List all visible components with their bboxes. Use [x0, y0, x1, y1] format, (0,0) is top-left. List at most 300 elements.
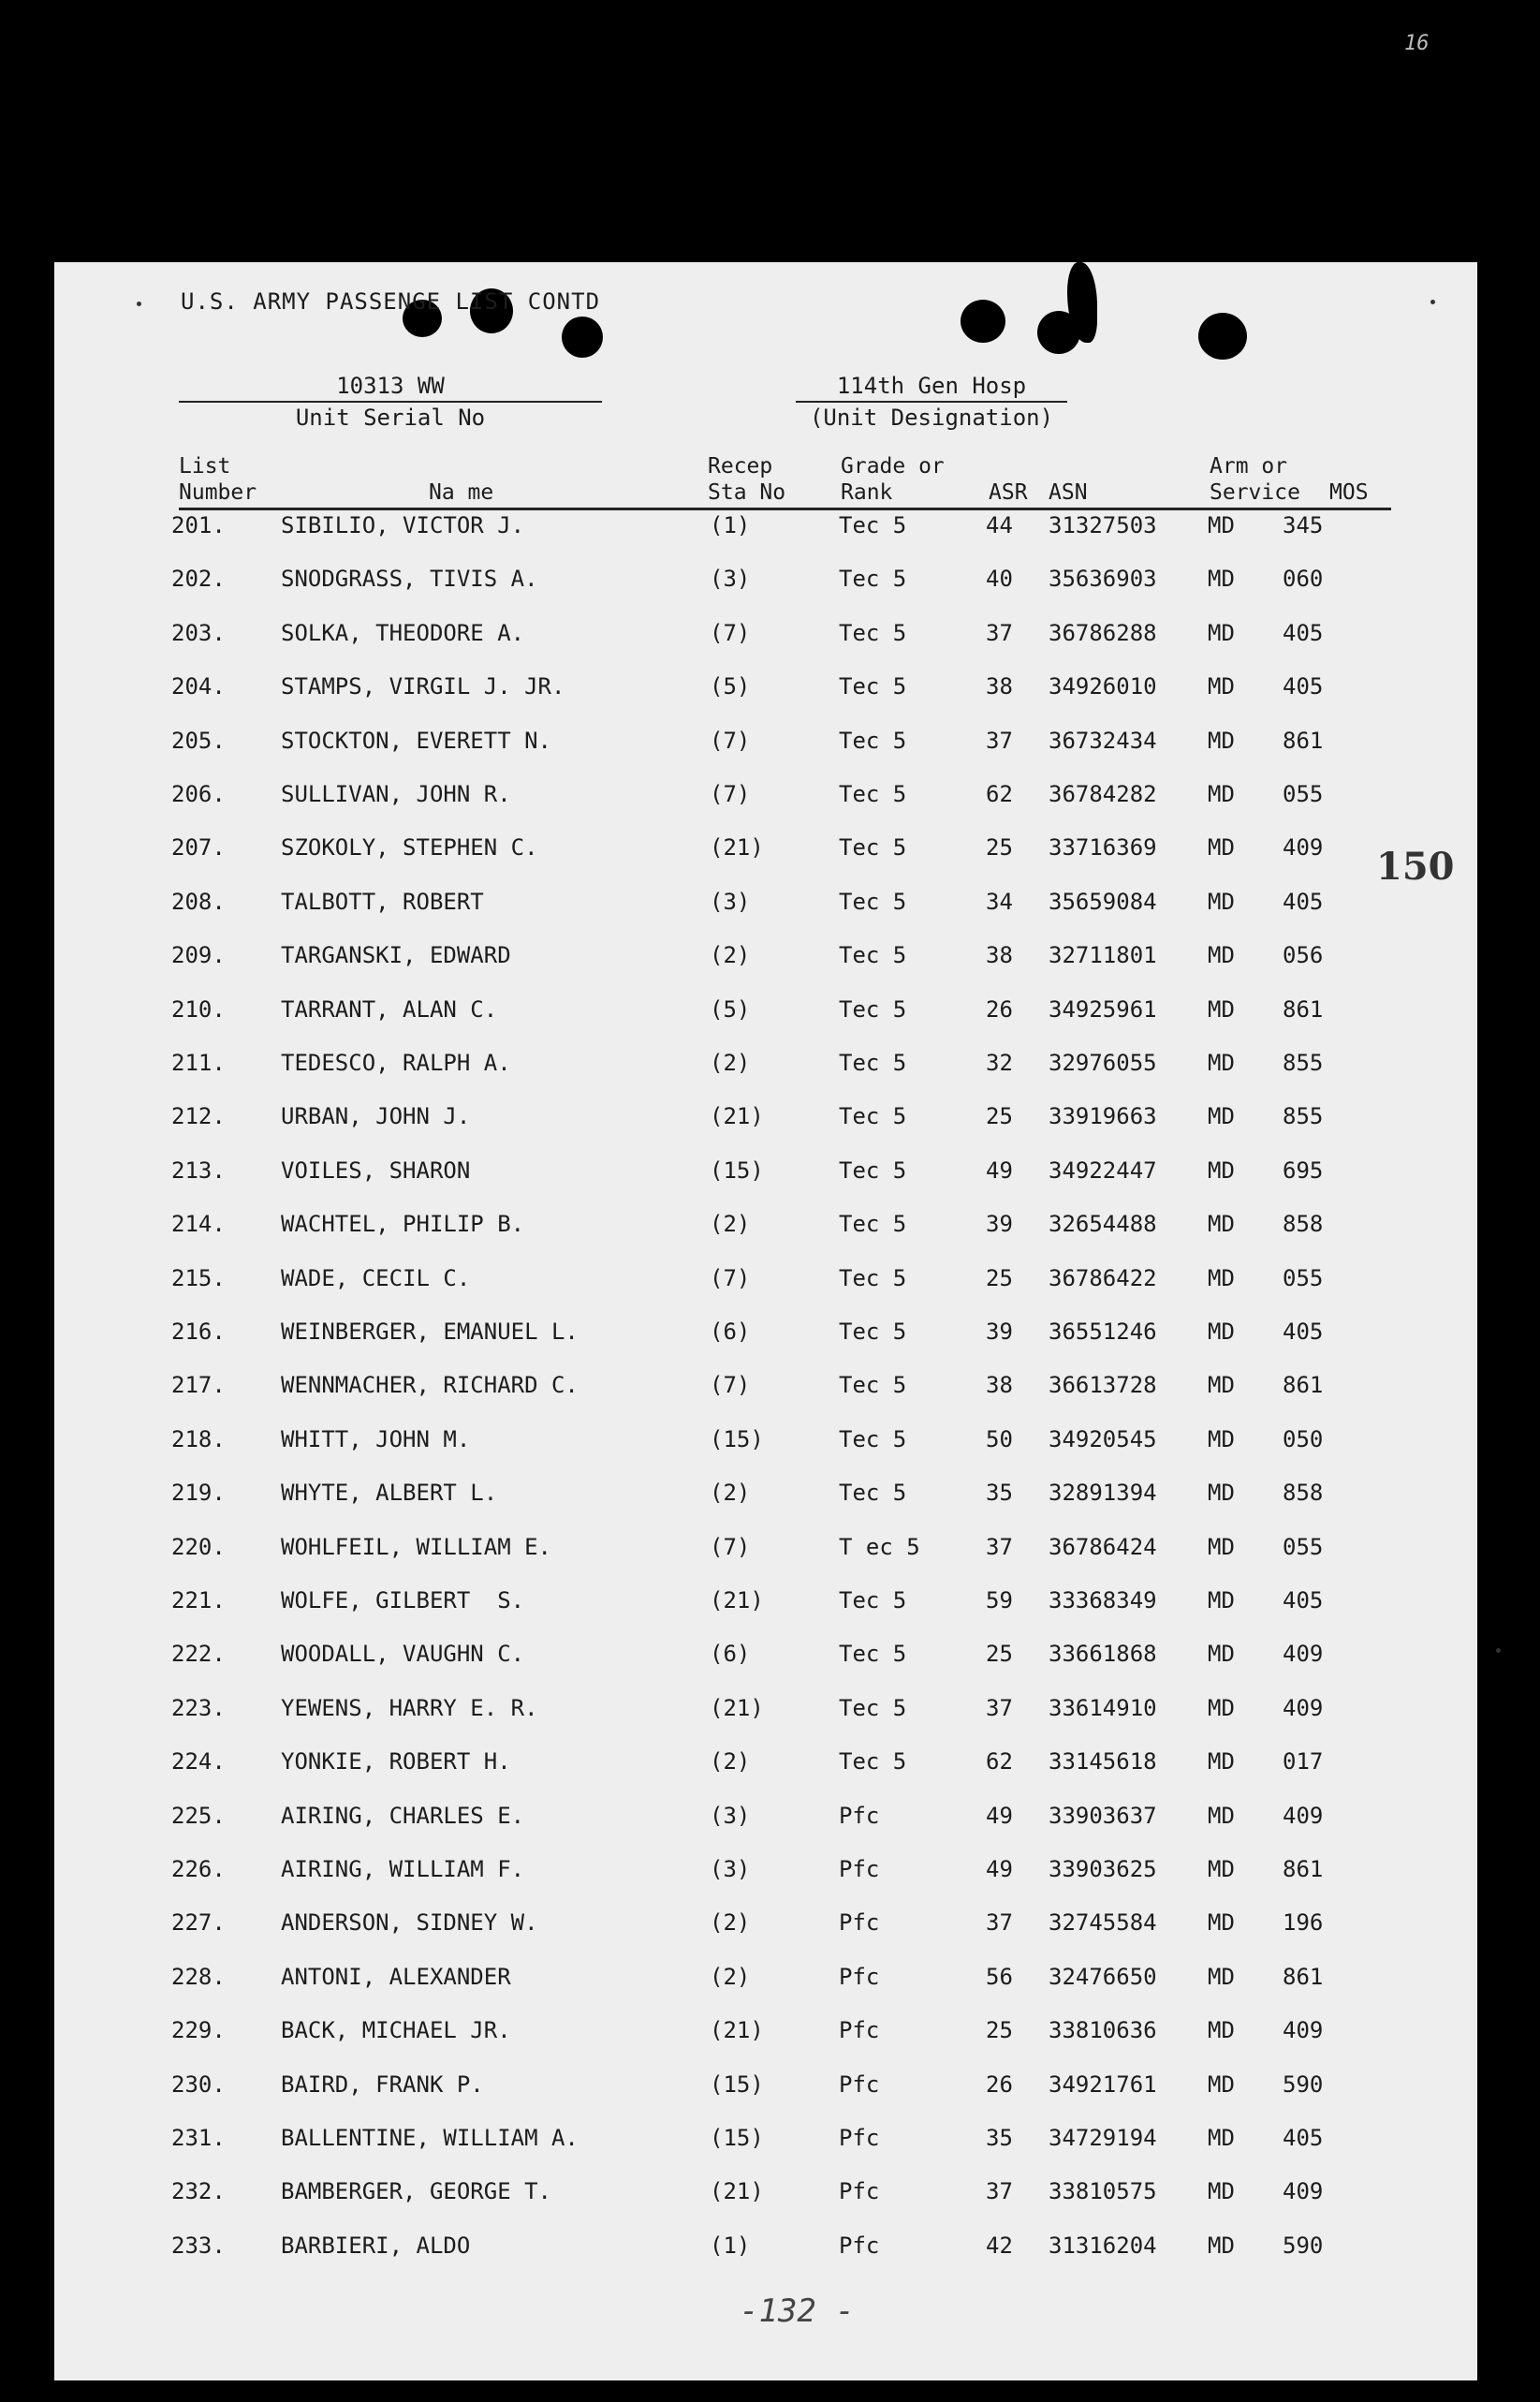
row-recep-sta: (21)	[710, 2178, 764, 2205]
row-asn: 33368349	[1049, 1587, 1157, 1614]
row-grade: Tec 5	[839, 942, 907, 969]
row-grade: Tec 5	[839, 1480, 907, 1507]
row-name: VOILES, SHARON	[281, 1157, 471, 1184]
punch-hole	[562, 317, 603, 358]
row-recep-sta: (7)	[710, 1533, 751, 1560]
row-asn: 33614910	[1049, 1694, 1157, 1721]
speck	[137, 302, 141, 306]
row-asr: 59	[986, 1587, 1013, 1614]
row-asr: 38	[986, 673, 1013, 700]
header-rule	[179, 508, 1391, 510]
row-mos: 405	[1283, 619, 1324, 646]
row-mos: 055	[1283, 1533, 1324, 1560]
row-grade: Tec 5	[839, 834, 907, 862]
row-recep-sta: (15)	[710, 1157, 764, 1184]
row-number: 230.	[171, 2070, 226, 2098]
table-row	[54, 2017, 1477, 2055]
row-asn: 33716369	[1049, 834, 1157, 862]
row-mos: 695	[1283, 1157, 1324, 1184]
row-recep-sta: (7)	[710, 781, 751, 807]
row-number: 228.	[171, 1963, 226, 1990]
row-name: TEDESCO, RALPH A.	[281, 1050, 511, 1076]
row-asr: 35	[986, 1480, 1013, 1507]
row-name: WOHLFEIL, WILLIAM E.	[281, 1533, 551, 1560]
row-name: WACHTEL, PHILIP B.	[281, 1211, 525, 1238]
row-asr: 40	[986, 566, 1013, 593]
row-recep-sta: (3)	[710, 566, 751, 593]
row-name: STOCKTON, EVERETT N.	[281, 727, 551, 754]
table-row	[54, 889, 1477, 926]
row-grade: Tec 5	[839, 1694, 907, 1721]
row-asr: 42	[986, 2232, 1013, 2259]
row-arm-service: MD	[1208, 1802, 1235, 1829]
row-number: 208.	[171, 888, 226, 915]
row-asr: 56	[986, 1963, 1013, 1990]
row-name: ANDERSON, SIDNEY W.	[281, 1909, 538, 1937]
row-asn: 36786424	[1049, 1533, 1157, 1560]
row-asr: 25	[986, 2017, 1013, 2044]
row-asr: 25	[986, 1103, 1013, 1130]
row-number: 205.	[171, 727, 226, 754]
corner-mark: 16	[1404, 32, 1430, 55]
header-mos: MOS	[1329, 480, 1369, 505]
row-asr: 37	[986, 1694, 1013, 1721]
table-row	[54, 1641, 1477, 1678]
margin-number: 150	[1376, 845, 1455, 889]
row-name: SNODGRASS, TIVIS A.	[281, 566, 538, 593]
row-name: ANTONI, ALEXANDER	[281, 1963, 511, 1990]
row-recep-sta: (2)	[710, 942, 751, 969]
unit-designation-field	[796, 373, 1067, 431]
row-grade: Pfc	[839, 1802, 880, 1829]
row-arm-service: MD	[1208, 1319, 1235, 1345]
table-row	[54, 1319, 1477, 1356]
row-grade: Tec 5	[839, 1319, 907, 1345]
table-row	[54, 1695, 1477, 1732]
row-asn: 36784282	[1049, 781, 1157, 807]
row-number: 207.	[171, 834, 226, 862]
row-grade: Tec 5	[839, 1264, 907, 1291]
header-asr: ASR	[989, 480, 1028, 505]
row-name: BARBIERI, ALDO	[281, 2232, 471, 2259]
row-asn: 34729194	[1049, 2125, 1157, 2151]
row-arm-service: MD	[1208, 781, 1235, 807]
row-recep-sta: (21)	[710, 1587, 764, 1614]
row-grade: Tec 5	[839, 1211, 907, 1238]
row-arm-service: MD	[1208, 512, 1235, 538]
row-recep-sta: (6)	[710, 1641, 751, 1668]
row-recep-sta: (2)	[710, 1480, 751, 1507]
row-asr: 26	[986, 2070, 1013, 2098]
row-grade: Tec 5	[839, 1157, 907, 1184]
row-asr: 49	[986, 1157, 1013, 1184]
row-arm-service: MD	[1208, 727, 1235, 754]
row-asn: 32891394	[1049, 1480, 1157, 1507]
table-row	[54, 1157, 1477, 1195]
row-recep-sta: (21)	[710, 2017, 764, 2044]
row-name: BAMBERGER, GEORGE T.	[281, 2178, 551, 2205]
row-asr: 32	[986, 1050, 1013, 1076]
unit-serial-value: 10313 WW	[179, 373, 602, 403]
table-row	[54, 996, 1477, 1034]
row-grade: Pfc	[839, 2125, 880, 2151]
table-row	[54, 1964, 1477, 2001]
table-row	[54, 1426, 1477, 1464]
page-number: -132 -	[740, 2292, 855, 2330]
unit-designation-label: (Unit Designation)	[809, 405, 1054, 431]
row-asr: 26	[986, 995, 1013, 1023]
row-number: 224.	[171, 1748, 226, 1776]
header-arm-service: Arm or Service	[1210, 454, 1300, 505]
row-mos: 056	[1283, 942, 1324, 969]
row-recep-sta: (2)	[710, 1909, 751, 1937]
header-recep-sta: Recep Sta No	[708, 454, 786, 505]
row-mos: 409	[1283, 1802, 1324, 1829]
row-arm-service: MD	[1208, 1480, 1235, 1507]
header-name: Na me	[429, 480, 494, 505]
row-mos: 405	[1283, 1587, 1324, 1614]
row-asn: 32654488	[1049, 1211, 1157, 1238]
row-name: WADE, CECIL C.	[281, 1264, 471, 1291]
row-mos: 409	[1283, 2178, 1324, 2205]
row-recep-sta: (7)	[710, 1372, 751, 1399]
row-name: WENNMACHER, RICHARD C.	[281, 1372, 579, 1399]
row-number: 206.	[171, 781, 226, 807]
row-grade: Pfc	[839, 1856, 880, 1882]
row-arm-service: MD	[1208, 619, 1235, 646]
row-asn: 31327503	[1049, 512, 1157, 538]
row-asr: 49	[986, 1802, 1013, 1829]
table-row	[54, 2125, 1477, 2162]
row-recep-sta: (15)	[710, 2125, 764, 2151]
row-arm-service: MD	[1208, 2178, 1235, 2205]
table-row	[54, 834, 1477, 872]
row-recep-sta: (2)	[710, 1211, 751, 1238]
row-mos: 405	[1283, 673, 1324, 700]
document-title: U.S. ARMY PASSENGE LIST CONTD	[181, 288, 601, 315]
row-mos: 855	[1283, 1050, 1324, 1076]
row-asr: 49	[986, 1856, 1013, 1882]
row-grade: Pfc	[839, 2070, 880, 2098]
row-arm-service: MD	[1208, 834, 1235, 862]
row-mos: 861	[1283, 1372, 1324, 1399]
row-grade: Tec 5	[839, 1372, 907, 1399]
table-row	[54, 1211, 1477, 1248]
row-asn: 32745584	[1049, 1909, 1157, 1937]
row-number: 222.	[171, 1641, 226, 1668]
row-recep-sta: (1)	[710, 512, 751, 538]
row-mos: 055	[1283, 781, 1324, 807]
table-row	[54, 1265, 1477, 1303]
row-name: WHYTE, ALBERT L.	[281, 1480, 498, 1507]
row-mos: 405	[1283, 1319, 1324, 1345]
row-asn: 33903637	[1049, 1802, 1157, 1829]
table-row	[54, 1803, 1477, 1840]
unit-serial-field	[179, 373, 602, 431]
row-name: AIRING, WILLIAM F.	[281, 1856, 525, 1882]
row-arm-service: MD	[1208, 1372, 1235, 1399]
row-number: 218.	[171, 1425, 226, 1452]
row-name: SZOKOLY, STEPHEN C.	[281, 834, 538, 862]
row-asr: 38	[986, 942, 1013, 969]
row-number: 203.	[171, 619, 226, 646]
row-asr: 34	[986, 888, 1013, 915]
punch-hole	[1198, 313, 1247, 360]
row-asn: 36551246	[1049, 1319, 1157, 1345]
row-recep-sta: (3)	[710, 888, 751, 915]
row-grade: Tec 5	[839, 888, 907, 915]
row-arm-service: MD	[1208, 1533, 1235, 1560]
row-arm-service: MD	[1208, 673, 1235, 700]
row-arm-service: MD	[1208, 1050, 1235, 1076]
row-recep-sta: (2)	[710, 1748, 751, 1776]
row-name: AIRING, CHARLES E.	[281, 1802, 525, 1829]
row-name: WEINBERGER, EMANUEL L.	[281, 1319, 579, 1345]
row-number: 211.	[171, 1050, 226, 1076]
row-mos: 855	[1283, 1103, 1324, 1130]
row-grade: Tec 5	[839, 512, 907, 538]
row-asr: 39	[986, 1319, 1013, 1345]
row-arm-service: MD	[1208, 888, 1235, 915]
row-arm-service: MD	[1208, 1425, 1235, 1452]
row-asn: 35659084	[1049, 888, 1157, 915]
row-name: TALBOTT, ROBERT	[281, 888, 484, 915]
row-name: WHITT, JOHN M.	[281, 1425, 471, 1452]
row-mos: 405	[1283, 2125, 1324, 2151]
row-grade: Pfc	[839, 2017, 880, 2044]
row-asn: 33919663	[1049, 1103, 1157, 1130]
row-grade: Tec 5	[839, 673, 907, 700]
row-recep-sta: (7)	[710, 619, 751, 646]
row-mos: 409	[1283, 2017, 1324, 2044]
row-name: TARGANSKI, EDWARD	[281, 942, 511, 969]
row-asr: 35	[986, 2125, 1013, 2151]
row-mos: 409	[1283, 1694, 1324, 1721]
row-arm-service: MD	[1208, 1748, 1235, 1776]
row-grade: Pfc	[839, 1909, 880, 1937]
row-name: BAIRD, FRANK P.	[281, 2070, 484, 2098]
document-page	[54, 262, 1477, 2380]
row-asn: 32476650	[1049, 1963, 1157, 1990]
row-mos: 861	[1283, 1856, 1324, 1882]
row-asn: 34920545	[1049, 1425, 1157, 1452]
row-number: 219.	[171, 1480, 226, 1507]
row-mos: 861	[1283, 727, 1324, 754]
row-name: WOLFE, GILBERT S.	[281, 1587, 525, 1614]
row-asn: 34921761	[1049, 2070, 1157, 2098]
row-grade: Tec 5	[839, 1587, 907, 1614]
row-arm-service: MD	[1208, 1157, 1235, 1184]
row-number: 202.	[171, 566, 226, 593]
table-row	[54, 512, 1477, 550]
row-number: 209.	[171, 942, 226, 969]
row-recep-sta: (21)	[710, 1103, 764, 1130]
row-asn: 33810636	[1049, 2017, 1157, 2044]
row-mos: 050	[1283, 1425, 1324, 1452]
row-number: 223.	[171, 1694, 226, 1721]
row-arm-service: MD	[1208, 1694, 1235, 1721]
table-row	[54, 1909, 1477, 1947]
table-row	[54, 1103, 1477, 1141]
row-asn: 36786288	[1049, 619, 1157, 646]
row-arm-service: MD	[1208, 2070, 1235, 2098]
row-asr: 37	[986, 2178, 1013, 2205]
row-number: 226.	[171, 1856, 226, 1882]
row-asn: 31316204	[1049, 2232, 1157, 2259]
header-asn: ASN	[1049, 480, 1088, 505]
row-arm-service: MD	[1208, 1641, 1235, 1668]
row-asn: 33810575	[1049, 2178, 1157, 2205]
row-asn: 32976055	[1049, 1050, 1157, 1076]
row-number: 220.	[171, 1533, 226, 1560]
table-row	[54, 620, 1477, 657]
table-row	[54, 1372, 1477, 1409]
row-mos: 861	[1283, 995, 1324, 1023]
row-asr: 39	[986, 1211, 1013, 1238]
row-asr: 62	[986, 781, 1013, 807]
row-mos: 590	[1283, 2232, 1324, 2259]
row-asn: 36732434	[1049, 727, 1157, 754]
row-recep-sta: (2)	[710, 1963, 751, 1990]
row-asr: 37	[986, 1909, 1013, 1937]
row-mos: 345	[1283, 512, 1324, 538]
row-arm-service: MD	[1208, 995, 1235, 1023]
row-number: 232.	[171, 2178, 226, 2205]
unit-serial-label: Unit Serial No	[295, 405, 486, 431]
row-name: YONKIE, ROBERT H.	[281, 1748, 511, 1776]
row-asr: 38	[986, 1372, 1013, 1399]
row-number: 229.	[171, 2017, 226, 2044]
header-list-number: List Number	[179, 454, 257, 505]
table-row	[54, 728, 1477, 765]
speck	[1430, 300, 1435, 304]
row-name: YEWENS, HARRY E. R.	[281, 1694, 538, 1721]
row-asn: 33661868	[1049, 1641, 1157, 1668]
row-grade: Tec 5	[839, 1748, 907, 1776]
row-arm-service: MD	[1208, 942, 1235, 969]
row-name: WOODALL, VAUGHN C.	[281, 1641, 525, 1668]
table-row	[54, 2071, 1477, 2109]
row-arm-service: MD	[1208, 1963, 1235, 1990]
row-number: 231.	[171, 2125, 226, 2151]
row-asr: 25	[986, 1641, 1013, 1668]
row-number: 215.	[171, 1264, 226, 1291]
row-grade: Tec 5	[839, 1641, 907, 1668]
row-asn: 36786422	[1049, 1264, 1157, 1291]
row-mos: 409	[1283, 834, 1324, 862]
unit-designation-value: 114th Gen Hosp	[796, 373, 1067, 403]
row-name: STAMPS, VIRGIL J. JR.	[281, 673, 565, 700]
row-grade: T ec 5	[839, 1533, 920, 1560]
punch-hole	[961, 300, 1005, 343]
row-asn: 32711801	[1049, 942, 1157, 969]
row-mos: 858	[1283, 1211, 1324, 1238]
table-row	[54, 1587, 1477, 1625]
table-row	[54, 1748, 1477, 1786]
table-row	[54, 1480, 1477, 1517]
row-asr: 37	[986, 619, 1013, 646]
row-number: 201.	[171, 512, 226, 538]
row-name: SULLIVAN, JOHN R.	[281, 781, 511, 807]
row-arm-service: MD	[1208, 566, 1235, 593]
row-mos: 405	[1283, 888, 1324, 915]
row-asn: 36613728	[1049, 1372, 1157, 1399]
row-grade: Pfc	[839, 2232, 880, 2259]
row-number: 217.	[171, 1372, 226, 1399]
row-grade: Tec 5	[839, 781, 907, 807]
row-grade: Tec 5	[839, 566, 907, 593]
row-arm-service: MD	[1208, 1103, 1235, 1130]
row-asr: 62	[986, 1748, 1013, 1776]
row-recep-sta: (7)	[710, 1264, 751, 1291]
row-grade: Pfc	[839, 1963, 880, 1990]
row-arm-service: MD	[1208, 1211, 1235, 1238]
row-arm-service: MD	[1208, 2017, 1235, 2044]
row-name: BALLENTINE, WILLIAM A.	[281, 2125, 579, 2151]
row-number: 227.	[171, 1909, 226, 1937]
table-row	[54, 1856, 1477, 1894]
header-grade: Grade or Rank	[841, 454, 945, 505]
row-mos: 858	[1283, 1480, 1324, 1507]
row-grade: Tec 5	[839, 1425, 907, 1452]
row-number: 212.	[171, 1103, 226, 1130]
row-grade: Tec 5	[839, 727, 907, 754]
row-arm-service: MD	[1208, 1264, 1235, 1291]
row-name: TARRANT, ALAN C.	[281, 995, 498, 1023]
row-arm-service: MD	[1208, 1909, 1235, 1937]
row-recep-sta: (7)	[710, 727, 751, 754]
row-mos: 060	[1283, 566, 1324, 593]
row-asr: 37	[986, 1533, 1013, 1560]
row-name: SIBILIO, VICTOR J.	[281, 512, 525, 538]
row-asn: 34922447	[1049, 1157, 1157, 1184]
table-row	[54, 1534, 1477, 1571]
row-asn: 34926010	[1049, 673, 1157, 700]
row-asr: 25	[986, 1264, 1013, 1291]
row-asn: 35636903	[1049, 566, 1157, 593]
row-number: 216.	[171, 1319, 226, 1345]
row-grade: Tec 5	[839, 1050, 907, 1076]
row-mos: 055	[1283, 1264, 1324, 1291]
row-number: 221.	[171, 1587, 226, 1614]
row-number: 214.	[171, 1211, 226, 1238]
table-row	[54, 566, 1477, 603]
row-name: BACK, MICHAEL JR.	[281, 2017, 511, 2044]
row-recep-sta: (5)	[710, 995, 751, 1023]
row-recep-sta: (3)	[710, 1802, 751, 1829]
row-recep-sta: (5)	[710, 673, 751, 700]
row-arm-service: MD	[1208, 2232, 1235, 2259]
row-asr: 50	[986, 1425, 1013, 1452]
row-number: 225.	[171, 1802, 226, 1829]
row-recep-sta: (21)	[710, 1694, 764, 1721]
row-recep-sta: (21)	[710, 834, 764, 862]
row-grade: Pfc	[839, 2178, 880, 2205]
row-asr: 37	[986, 727, 1013, 754]
table-row	[54, 673, 1477, 711]
row-asr: 25	[986, 834, 1013, 862]
table-row	[54, 2233, 1477, 2270]
row-name: URBAN, JOHN J.	[281, 1103, 471, 1130]
row-arm-service: MD	[1208, 2125, 1235, 2151]
row-recep-sta: (15)	[710, 1425, 764, 1452]
speck	[1496, 1648, 1501, 1653]
row-arm-service: MD	[1208, 1587, 1235, 1614]
table-row	[54, 2178, 1477, 2216]
row-asn: 33145618	[1049, 1748, 1157, 1776]
row-number: 213.	[171, 1157, 226, 1184]
row-asn: 34925961	[1049, 995, 1157, 1023]
